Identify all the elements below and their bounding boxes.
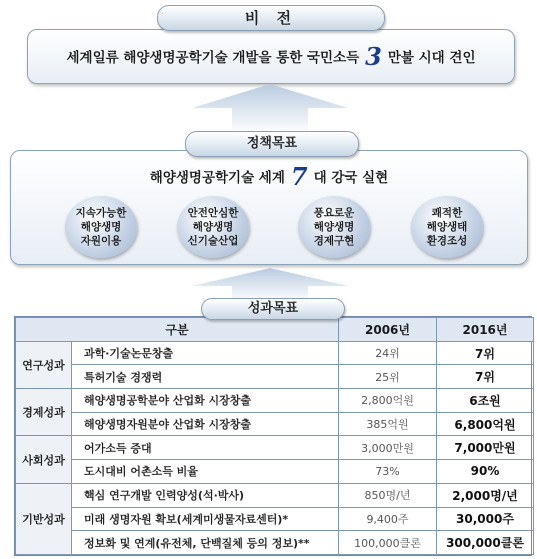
policy-text-before: 해양생명공학기술 세계 [149,170,285,186]
table-row [16,531,534,555]
value-2016: 6조원 [437,389,534,413]
header-2016: 2016년 [437,318,534,342]
value-2016: 2,000명/년 [437,483,534,507]
item-cell: 특허기술 경쟁력 [72,365,339,389]
vision-statement [28,42,514,71]
table-row [16,341,534,365]
goal-line: 신기술산업 [187,235,239,247]
up-arrow-icon [190,82,350,134]
category-cell: 연구성과 [16,341,72,388]
value-2016: 90% [437,460,534,484]
value-2006: 2,800억원 [339,389,437,413]
goal-line: 경제구현 [313,235,355,247]
goal-line: 쾌적한 [431,207,463,219]
value-2016: 6,800억원 [437,412,534,436]
policy-label: 정책목표 [185,131,359,157]
goal-line: 풍요로운 [313,207,355,219]
value-2006: 850명/년 [339,483,437,507]
value-2016: 7위 [437,341,534,365]
policy-statement [11,162,527,191]
category-cell: 사회성과 [16,436,72,483]
value-2006: 24위 [339,341,437,365]
header-2006: 2006년 [339,318,437,342]
value-2006: 73% [339,460,437,484]
category-cell: 경제성과 [16,389,72,436]
goal-line: 환경조성 [426,235,468,247]
vision-label: 비 전 [157,5,385,31]
policy-goal-2 [177,196,249,258]
vision-box [27,29,515,84]
value-2006: 9,400주 [339,507,437,531]
category-cell: 기반성과 [16,483,72,554]
vision-number: 3 [365,42,382,71]
vision-text-before: 세계일류 해양생명공학기술 개발을 통한 국민소득 [66,50,360,66]
header-category: 구분 [16,318,339,342]
value-2006: 385억원 [339,412,437,436]
table-row [16,436,534,460]
item-cell: 미래 생명자원 확보(세계미생물자료센터)* [72,507,339,531]
table-header-row [16,318,534,342]
value-2016: 7,000만원 [437,436,534,460]
item-cell: 어가소득 증대 [72,436,339,460]
goal-line: 지속가능한 [75,207,127,219]
table-row [16,460,534,484]
table-row [16,412,534,436]
goal-line: 해양생명 [192,221,234,233]
policy-goal-3 [298,196,370,258]
value-2016: 30,000주 [437,507,534,531]
item-cell: 도시대비 어촌소득 비율 [72,460,339,484]
item-cell: 정보화 및 연계(유전체, 단백질체 등의 정보)** [72,531,339,555]
table-row [16,483,534,507]
value-2016: 7위 [437,365,534,389]
table-row [16,389,534,413]
value-2006: 100,000클론 [339,531,437,555]
goal-line: 자원이용 [80,235,122,247]
value-2006: 25위 [339,365,437,389]
policy-goal-4 [411,196,483,258]
item-cell: 핵심 연구개발 인력양성(석·박사) [72,483,339,507]
value-2006: 3,000만원 [339,436,437,460]
table-row [16,365,534,389]
goal-line: 해양생명 [80,221,122,233]
up-arrow-icon [190,266,350,302]
vision-text-after: 만불 시대 견인 [387,50,476,66]
goal-line: 해양생태 [426,221,468,233]
item-cell: 해양생명자원분야 산업화 시장창출 [72,412,339,436]
policy-box [10,150,528,265]
policy-goal-1 [65,196,137,258]
goal-line: 해양생명 [313,221,355,233]
performance-table [14,316,532,556]
goal-line: 안전안심한 [187,207,239,219]
value-2016: 300,000클론 [437,531,534,555]
item-cell: 해양생명공학분야 산업화 시장창출 [72,389,339,413]
item-cell: 과학·기술논문창출 [72,341,339,365]
performance-label: 성과목표 [201,298,345,320]
policy-number: 7 [290,162,308,191]
table-row [16,507,534,531]
policy-text-after: 대 강국 실현 [313,170,389,186]
